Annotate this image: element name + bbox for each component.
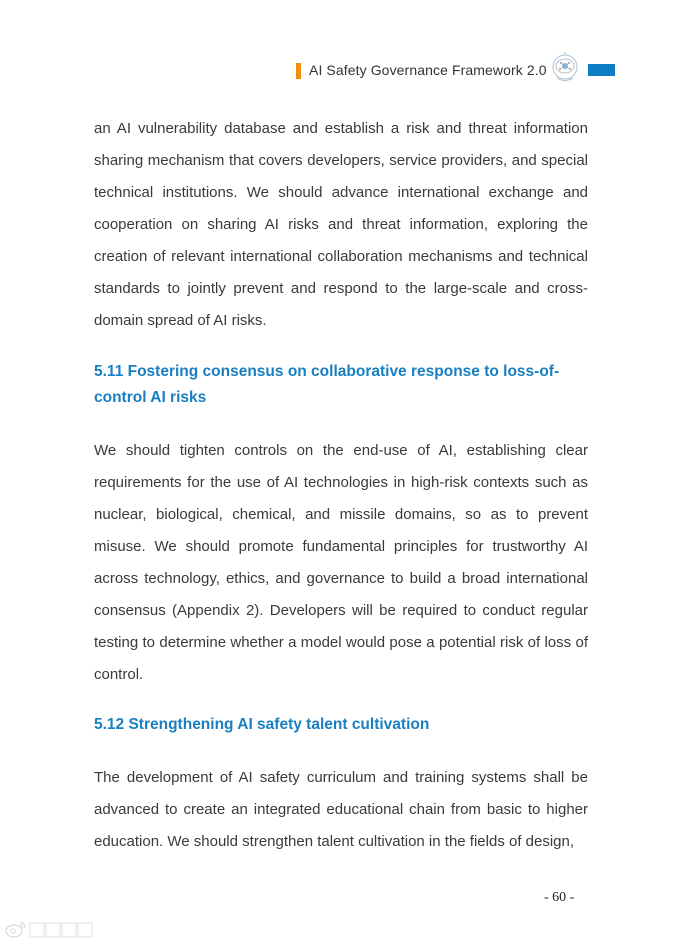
- para-2-block: [94, 435, 588, 691]
- robot-head-icon: [548, 52, 582, 86]
- para-1-block: [94, 113, 588, 337]
- body-paragraph: We should tighten controls on the end-use of AI, establishing clear requirements for the use of AI technologies in high-risk contexts such as nuclear, biological, chemical, and missile domains, so as to prevent misuse. We should promote fundamental principles for trustworthy AI across technology, ethics, and governance to build a broad international consensus (Appendix 2). Developers will be required to conduct regular testing to determine whether a model would pose a potential risk of loss of control.: [94, 442, 588, 683]
- page-number: - 60 -: [544, 890, 575, 905]
- body-paragraph: an AI vulnerability database and establish a risk and threat information sharing mechanism that covers developers, service providers, and special technical institutions. We should advance international exchange and cooperation on sharing AI risks and threat information, exploring the creation of relevant international collaboration mechanisms and technical standards to jointly prevent and respond to the large-scale and cross-domain spread of AI risks.: [94, 120, 588, 329]
- para-3-block: [94, 762, 588, 858]
- heading-2-block: [94, 712, 588, 738]
- section-heading-5-12: 5.12 Strengthening AI safety talent cultivation: [94, 716, 430, 733]
- heading-1-block: [94, 359, 588, 411]
- header-title: AI Safety Governance Framework 2.0: [309, 62, 547, 78]
- body-paragraph: The development of AI safety curriculum and training systems shall be advanced to create an integrated educational chain from basic to higher education. We should strengthen talent cultivation in the fields of design,: [94, 769, 588, 850]
- weibo-watermark-icon: [4, 918, 96, 940]
- section-heading-5-11: 5.11 Fostering consensus on collaborative response to loss-of-control AI risks: [94, 363, 560, 406]
- header-blue-marker: [588, 64, 615, 76]
- header-orange-marker: [296, 63, 301, 79]
- running-header: [0, 58, 682, 88]
